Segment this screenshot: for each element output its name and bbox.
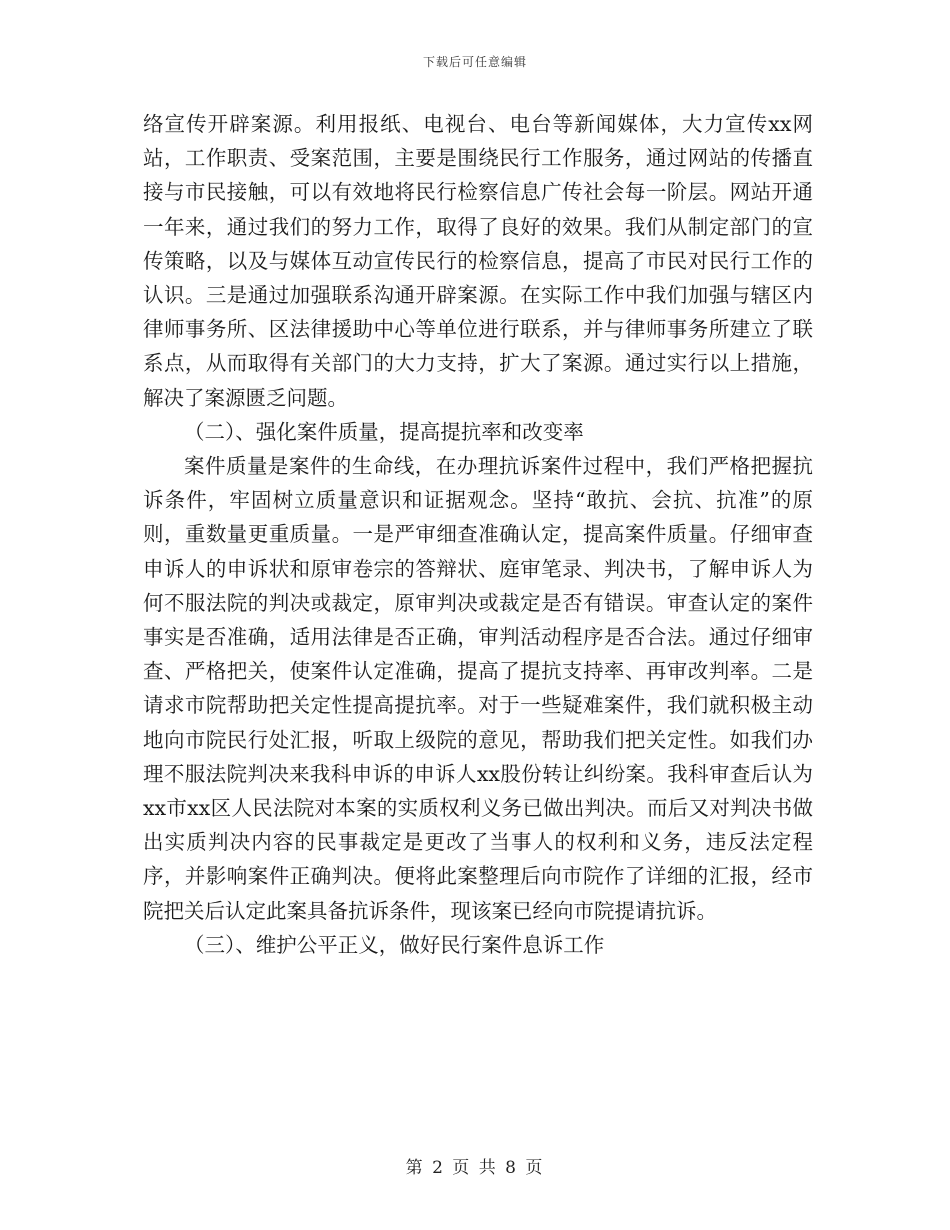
document-body (143, 107, 813, 962)
section-heading-2: （二）、强化案件质量，提高提抗率和改变率 (184, 419, 584, 444)
paragraph-continuation: 络宣传开辟案源。利用报纸、电视台、电台等新闻媒体，大力宣传xx网站，工作职责、受案范围，主要是围绕民行工作服务，通过网站的传播直接与市民接触，可以有效地将民行检察信息广传社会每一阶层。网站开通一年来，通过我们的努力工作，取得了良好的效果。我们从制定部门的宣传策略，以及与媒体互动宣传民行的检察信息，提高了市民对民行工作的认识。三是通过加强联系沟通开辟案源。在实际工作中我们加强与辖区内律师事务所、区法律援助中心等单位进行联系，并与律师事务所建立了联系点，从而取得有关部门的大力支持，扩大了案源。通过实行以上措施，解决了案源匮乏问题。 (143, 112, 813, 410)
section-heading-3: （三）、维护公平正义，做好民行案件息诉工作 (184, 932, 605, 957)
page-number-footer: 第 2 页 共 8 页 (405, 1158, 545, 1178)
page-header-note: 下载后可任意编辑 (422, 55, 527, 69)
paragraph-case-quality: 案件质量是案件的生命线，在办理抗诉案件过程中，我们严格把握抗诉条件，牢固树立质量意识和证据观念。坚持“敢抗、会抗、抗准”的原则，重数量更重质量。一是严审细查准确认定，提高案件质量。仔细审查申诉人的申诉状和原审卷宗的答辩状、庭审笔录、判决书，了解申诉人为何不服法院的判决或裁定，原审判决或裁定是否有错误。审查认定的案件事实是否准确，适用法律是否正确，审判活动程序是否合法。通过仔细审查、严格把关，使案件认定准确，提高了提抗支持率、再审改判率。二是请求市院帮助把关定性提高提抗率。对于一些疑难案件，我们就积极主动地向市院民行处汇报，听取上级院的意见，帮助我们把关定性。如我们办理不服法院判决来我科申诉的申诉人xx股份转让纠纷案。我科审查后认为xx市xx区人民法院对本案的实质权利义务已做出判决。而后又对判决书做出实质判决内容的民事裁定是更改了当事人的权利和义务，违反法定程序，并影响案件正确判决。便将此案整理后向市院作了详细的汇报，经市院把关后认定此案具备抗诉条件，现该案已经向市院提请抗诉。 (143, 454, 813, 923)
